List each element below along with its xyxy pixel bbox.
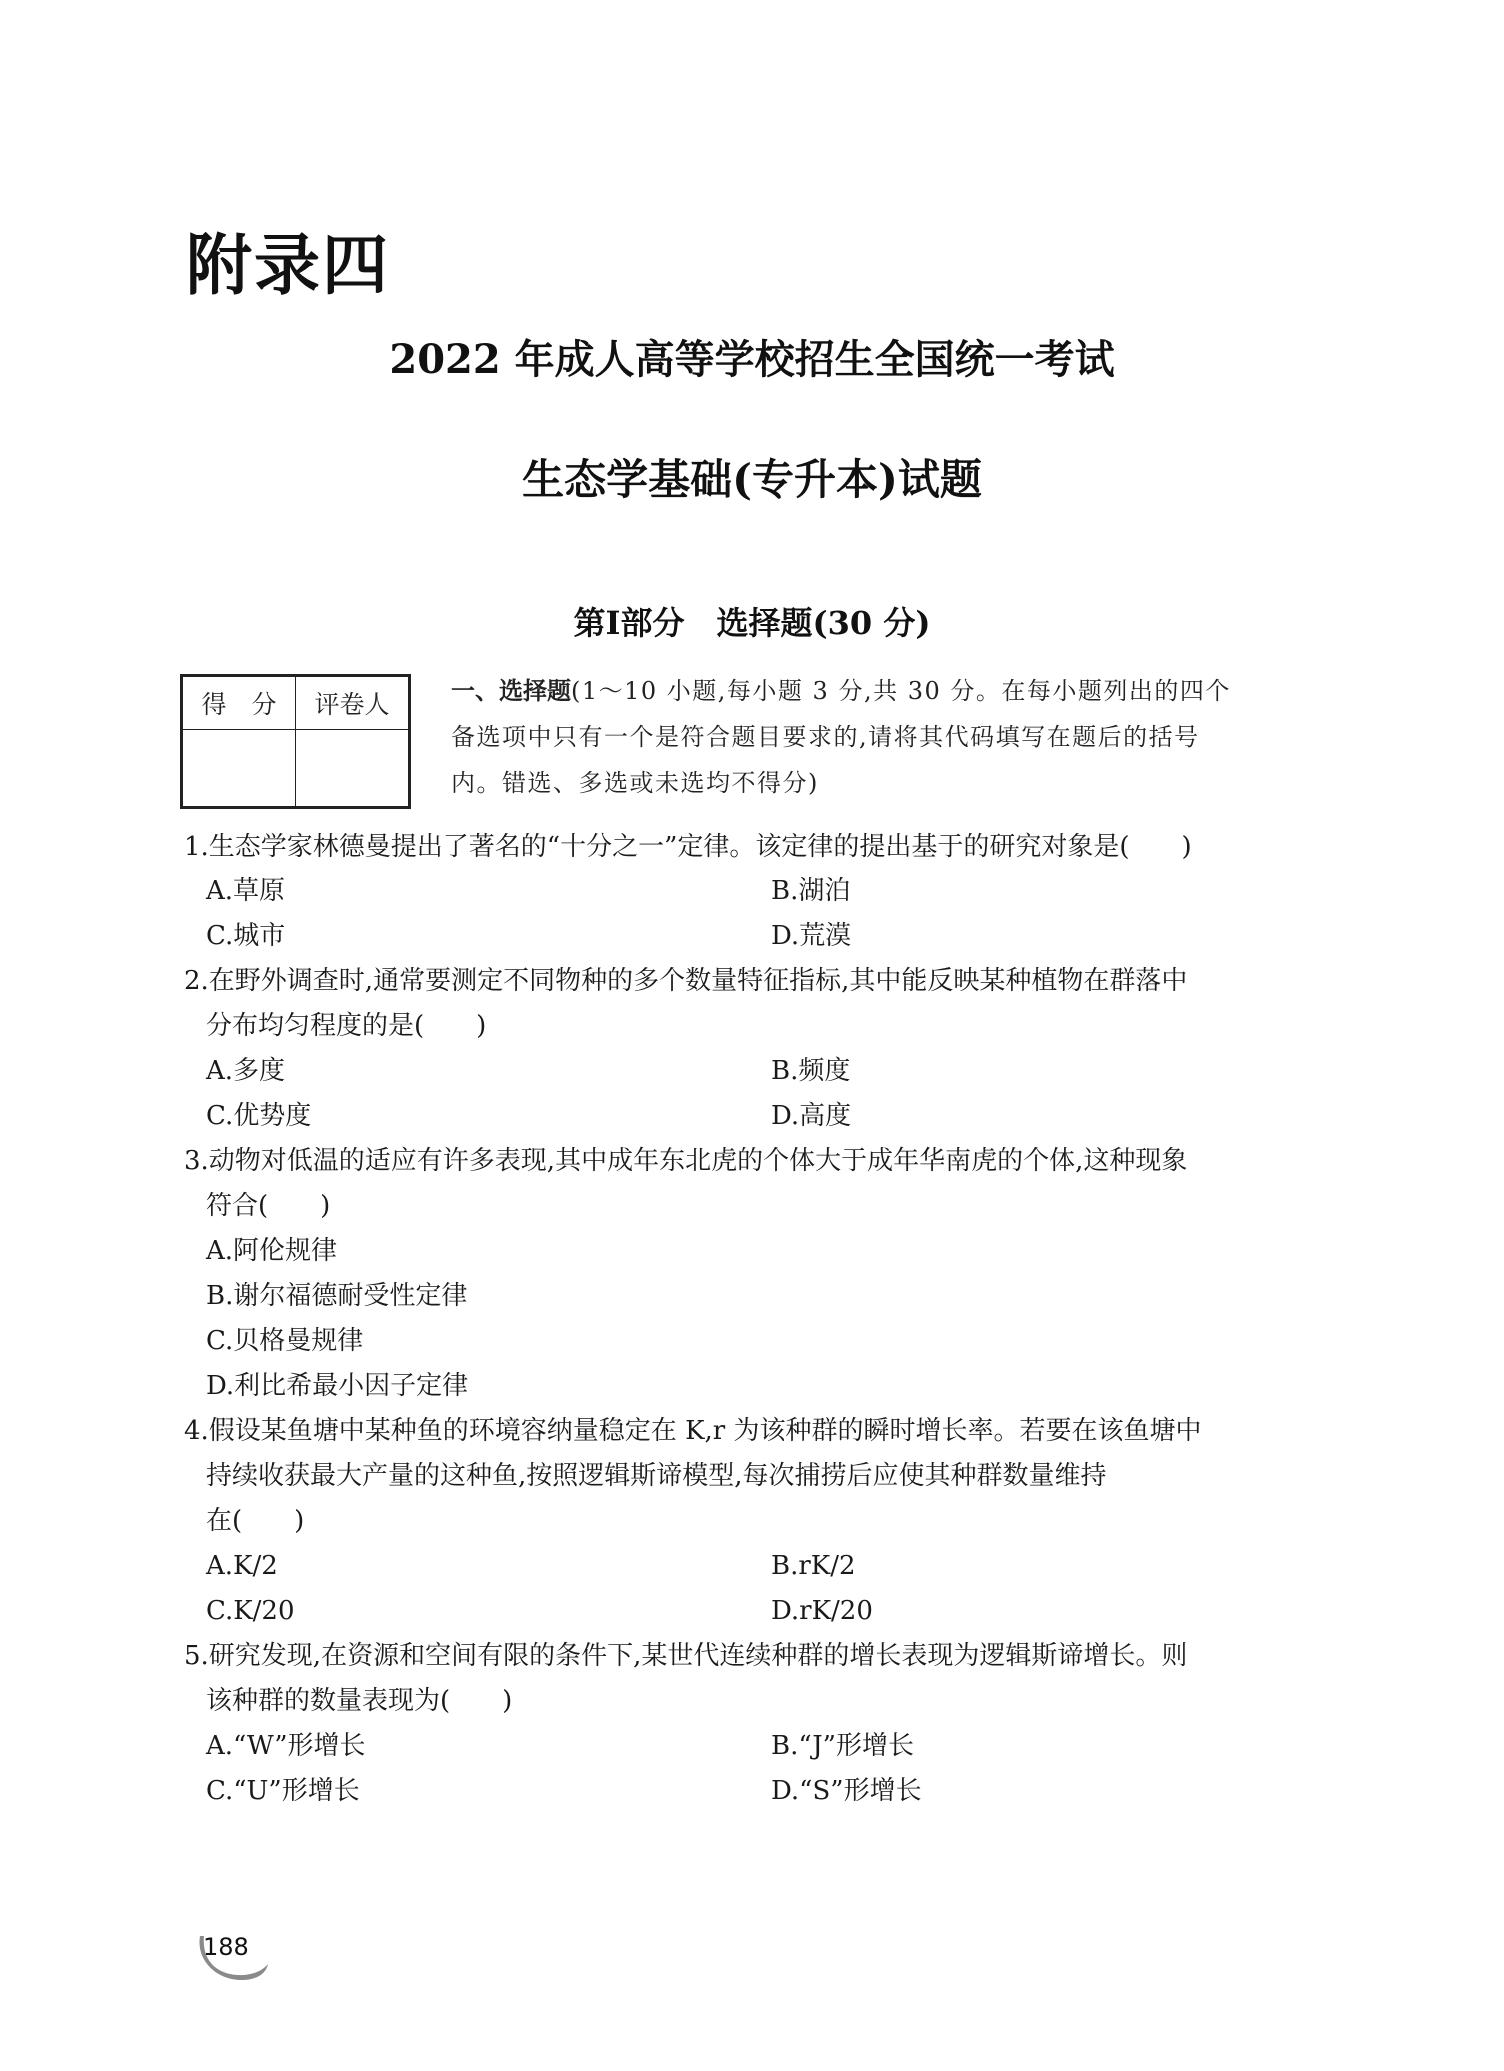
score-table xyxy=(180,674,411,809)
question-2-option-d: D.高度 xyxy=(771,1101,852,1131)
question-4-option-c: C.K/20 xyxy=(206,1596,295,1626)
page-number: 188 xyxy=(203,1933,249,1961)
question-3-option-a: A.阿伦规律 xyxy=(206,1236,338,1266)
question-5-option-d: D.“S”形增长 xyxy=(771,1776,922,1806)
question-4-option-b: B.rK/2 xyxy=(771,1551,856,1581)
question-5-option-c: C.“U”形增长 xyxy=(206,1776,360,1806)
question-5-option-a: A.“W”形增长 xyxy=(206,1731,366,1761)
appendix-heading: 附录四 xyxy=(186,227,390,304)
question-4-option-d: D.rK/20 xyxy=(771,1596,873,1626)
exam-subtitle: 生态学基础(专升本)试题 xyxy=(522,455,982,504)
instructions-line-3: 内。错选、多选或未选均不得分) xyxy=(451,769,819,797)
question-2-text: 2.在野外调查时,通常要测定不同物种的多个数量特征指标,其中能反映某种植物在群落中 xyxy=(184,966,1188,996)
question-1-text: 1.生态学家林德曼提出了著名的“十分之一”定律。该定律的提出基于的研究对象是( ) xyxy=(184,832,1192,862)
score-header: 得 分 xyxy=(182,676,296,730)
question-4-option-a: A.K/2 xyxy=(206,1551,278,1581)
grader-header: 评卷人 xyxy=(296,676,410,730)
part-title: 第Ⅰ部分 选择题(30 分) xyxy=(573,604,931,642)
question-3-text: 3.动物对低温的适应有许多表现,其中成年东北虎的个体大于成年华南虎的个体,这种现象 xyxy=(184,1146,1188,1176)
question-5-text: 5.研究发现,在资源和空间有限的条件下,某世代连续种群的增长表现为逻辑斯谛增长。则 xyxy=(184,1641,1188,1671)
question-4-text: 4.假设某鱼塘中某种鱼的环境容纳量稳定在 K,r 为该种群的瞬时增长率。若要在该鱼塘中 xyxy=(184,1416,1202,1446)
question-3-option-c: C.贝格曼规律 xyxy=(206,1326,364,1356)
instructions-line-2: 备选项中只有一个是符合题目要求的,请将其代码填写在题后的括号 xyxy=(451,723,1200,751)
question-3-option-b: B.谢尔福德耐受性定律 xyxy=(206,1281,468,1311)
question-1-option-a: A.草原 xyxy=(206,876,286,906)
instructions-line-1: (1～10 小题,每小题 3 分,共 30 分。在每小题列出的四个 xyxy=(571,677,1231,705)
score-cell xyxy=(182,730,296,808)
exam-title: 2022 年成人高等学校招生全国统一考试 xyxy=(389,336,1115,383)
question-3-option-d: D.利比希最小因子定律 xyxy=(206,1371,469,1401)
question-2-option-a: A.多度 xyxy=(206,1056,286,1086)
question-2-text-cont: 分布均匀程度的是( ) xyxy=(206,1011,487,1041)
question-4-text-cont: 持续收获最大产量的这种鱼,按照逻辑斯谛模型,每次捕捞后应使其种群数量维持 xyxy=(206,1461,1107,1491)
question-4-text-cont-2: 在( ) xyxy=(206,1506,305,1536)
grader-cell xyxy=(296,730,410,808)
question-1-option-b: B.湖泊 xyxy=(771,876,851,906)
question-5-option-b: B.“J”形增长 xyxy=(771,1731,914,1761)
section-lead: 一、选择题 xyxy=(451,676,571,705)
question-1-option-c: C.城市 xyxy=(206,921,286,951)
question-5-text-cont: 该种群的数量表现为( ) xyxy=(206,1686,513,1716)
question-2-option-c: C.优势度 xyxy=(206,1101,312,1131)
question-1-option-d: D.荒漠 xyxy=(771,921,852,951)
question-3-text-cont: 符合( ) xyxy=(206,1191,331,1221)
section-instructions xyxy=(451,668,1331,806)
question-2-option-b: B.频度 xyxy=(771,1056,851,1086)
